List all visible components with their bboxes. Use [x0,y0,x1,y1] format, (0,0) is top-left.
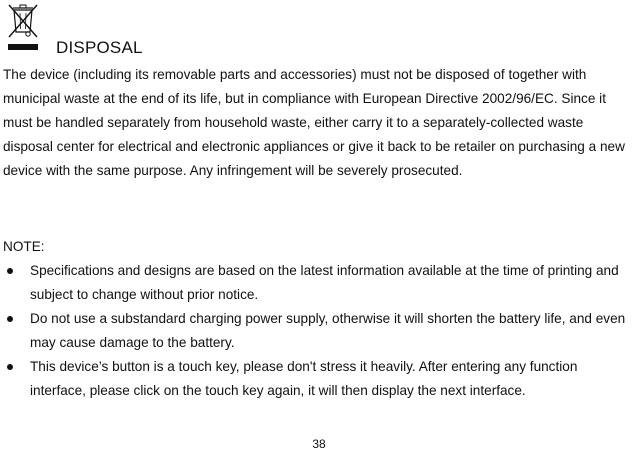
crossed-out-wheelie-bin-icon [6,2,40,52]
note-item [0,259,630,307]
bullet-icon [7,268,13,274]
disposal-paragraph: The device (including its removable parts and accessories) must not be disposed of together with municipal waste at the end of its life, but in compliance with European Directive 2002/96/EC. Since it must be handled separately from household waste, either carry it to a separately-collected waste disposal center for electrical and electronic appliances or give it back to be retailer on purchasing a new device with the same purpose. Any infringement will be severely prosecuted. [3,67,625,178]
bullet-icon [7,364,13,370]
note-item [0,355,630,403]
bullet-icon [7,316,13,322]
notes-list [0,259,630,403]
page-title: DISPOSAL [56,38,143,57]
note-text: Specifications and designs are based on the latest information available at the time of printing and subject to change without prior notice. [30,263,619,302]
note-text: This device’s button is a touch key, please don't stress it heavily. After entering any function interface, please click on the touch key again, it will then display the next interface. [30,359,578,398]
page-number: 38 [312,437,326,451]
note-text: Do not use a substandard charging power supply, otherwise it will shorten the battery life, and even may cause damage to the battery. [30,311,626,350]
note-label: NOTE: [3,239,45,254]
note-item [0,307,630,355]
